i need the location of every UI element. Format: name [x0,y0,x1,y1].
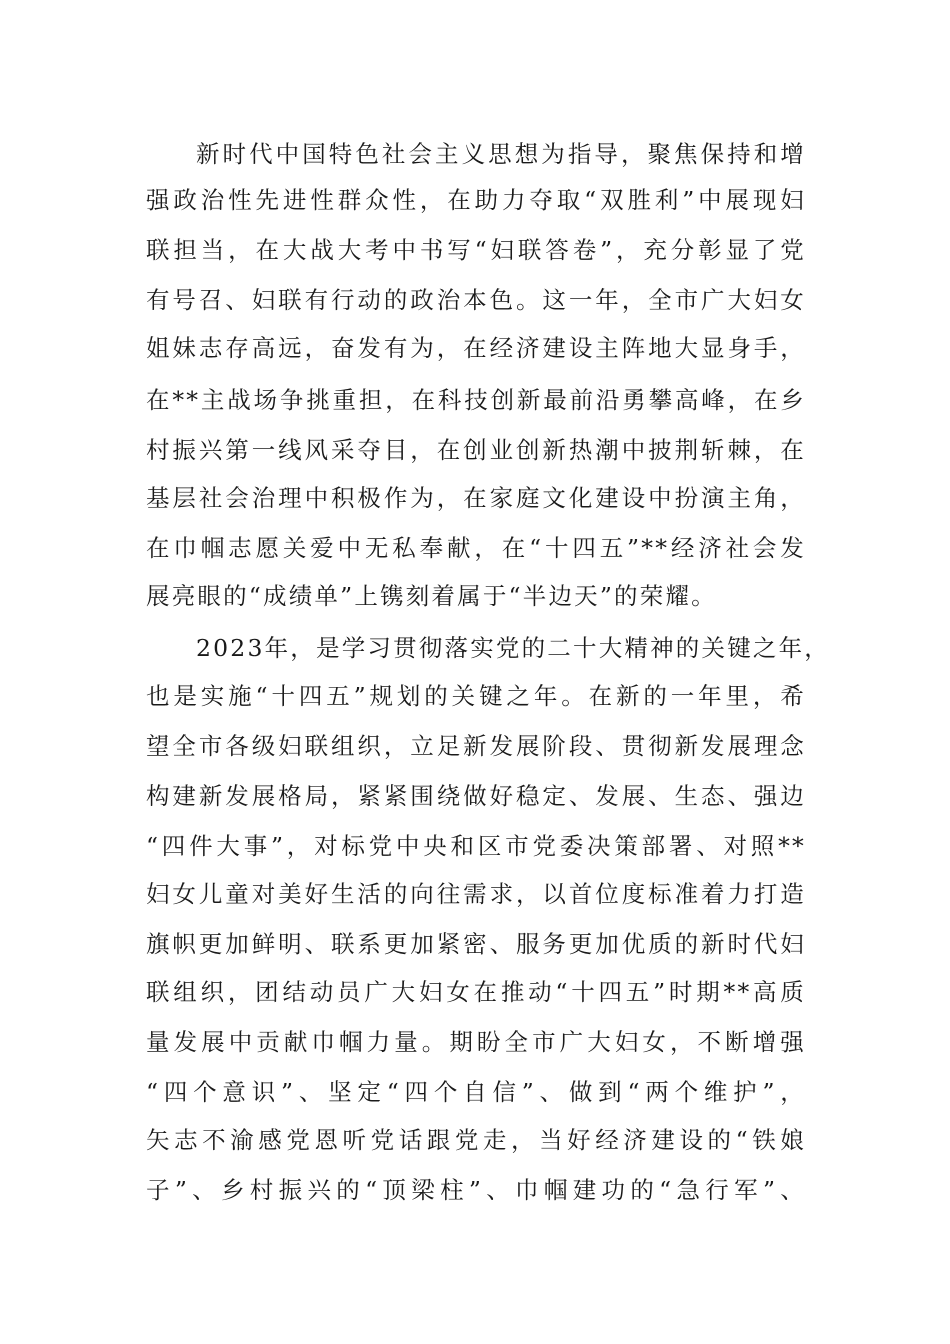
paragraph-2-line-5: “四件大事”，对标党中央和区市党委决策部署、对照** [146,832,806,860]
paragraph-1-line-1: 新时代中国特色社会主义思想为指导，聚焦保持和增 [196,140,806,168]
paragraph-1-line-6: 在**主战场争挑重担，在科技创新最前沿勇攀高峰，在乡 [146,386,806,414]
paragraph-2-line-10: “四个意识”、坚定“四个自信”、做到“两个维护”， [146,1078,806,1106]
paragraph-2-line-12: 子”、乡村振兴的“顶梁柱”、巾帼建功的“急行军”、 [146,1176,806,1204]
paragraph-1-line-9: 在巾帼志愿关爱中无私奉献，在“十四五”**经济社会发 [146,534,806,562]
paragraph-2-line-2: 也是实施“十四五”规划的关键之年。在新的一年里，希 [146,682,806,710]
paragraph-1-line-2: 强政治性先进性群众性，在助力夺取“双胜利”中展现妇 [146,186,806,214]
paragraph-1-line-8: 基层社会治理中积极作为，在家庭文化建设中扮演主角， [146,484,806,512]
paragraph-1-line-10: 展亮眼的“成绩单”上镌刻着属于“半边天”的荣耀。 [146,582,717,610]
paragraph-2-line-8: 联组织，团结动员广大妇女在推动“十四五”时期**高质 [146,978,806,1006]
paragraph-1-line-5: 姐妹志存高远，奋发有为，在经济建设主阵地大显身手， [146,334,806,362]
paragraph-2-line-1: 2023年，是学习贯彻落实党的二十大精神的关键之年， [196,634,831,662]
paragraph-2-line-9: 量发展中贡献巾帼力量。期盼全市广大妇女，不断增强 [146,1028,806,1056]
paragraph-2-line-11: 矢志不渝感党恩听党话跟党走，当好经济建设的“铁娘 [146,1126,806,1154]
paragraph-1-line-3: 联担当，在大战大考中书写“妇联答卷”，充分彰显了党 [146,236,806,264]
paragraph-2-line-3: 望全市各级妇联组织，立足新发展阶段、贯彻新发展理念 [146,732,806,760]
paragraph-2-line-6: 妇女儿童对美好生活的向往需求，以首位度标准着力打造 [146,880,806,908]
paragraph-2-line-4: 构建新发展格局，紧紧围绕做好稳定、发展、生态、强边 [146,782,806,810]
paragraph-1-line-7: 村振兴第一线风采夺目，在创业创新热潮中披荆斩棘，在 [146,436,806,464]
paragraph-2-line-7: 旗帜更加鲜明、联系更加紧密、服务更加优质的新时代妇 [146,930,806,958]
paragraph-1-line-4: 有号召、妇联有行动的政治本色。这一年，全市广大妇女 [146,286,806,314]
